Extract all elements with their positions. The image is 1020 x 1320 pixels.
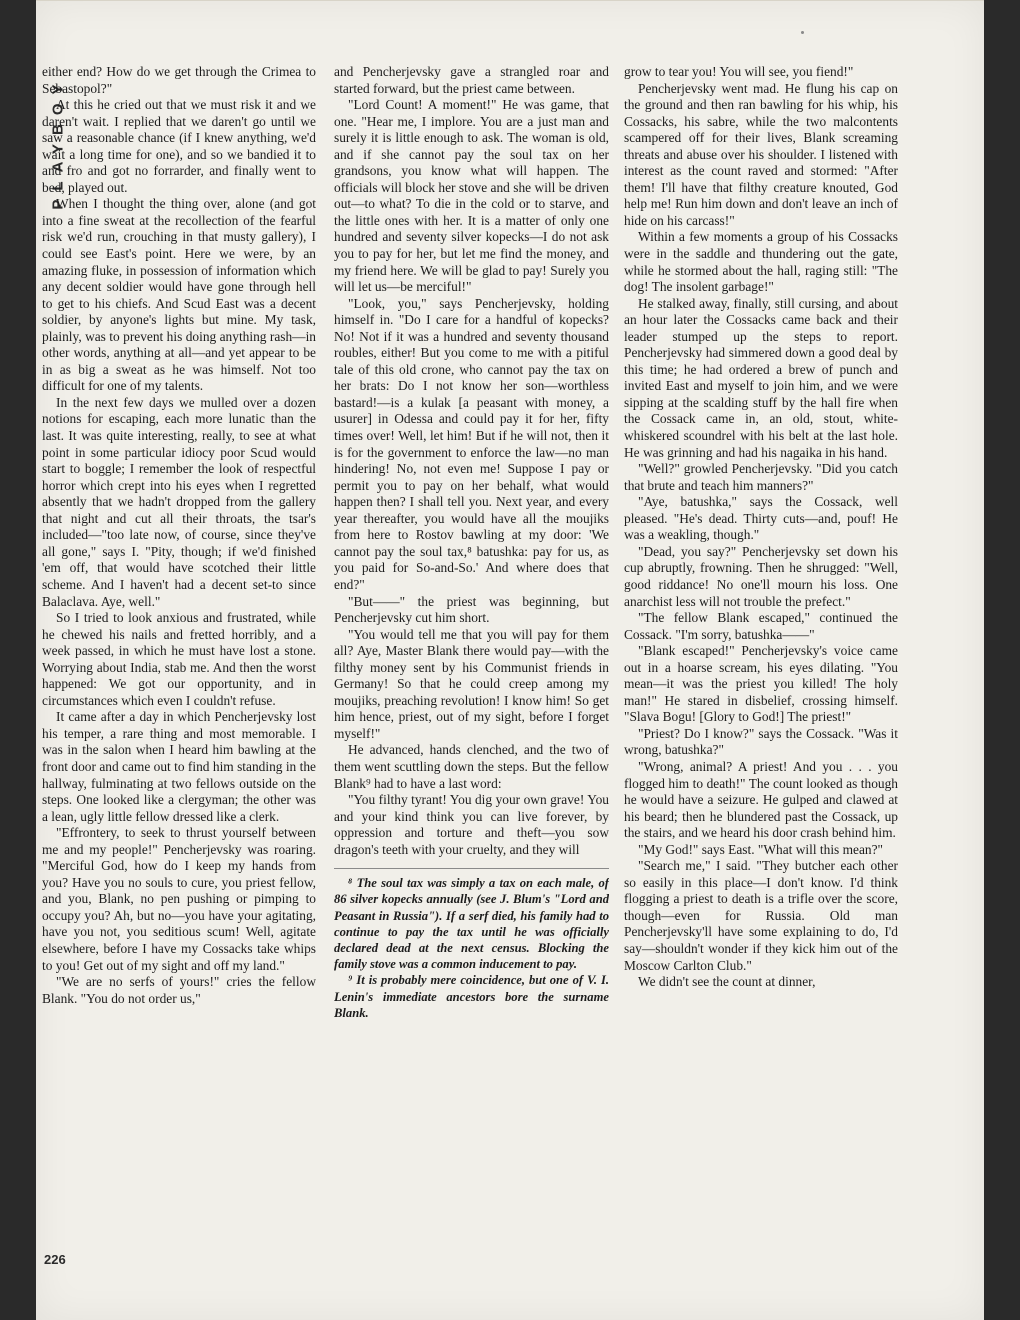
paragraph: "You filthy tyrant! You dig your own grave! You and your kind think you can live forever, by oppression and torture and theft—you sow dragon's teeth with your cruelty, and they will xyxy=(334,792,609,857)
column-1 xyxy=(42,64,316,1304)
paragraph: So I tried to look anxious and frustrated, while he chewed his nails and fretted horribly, and a week passed, in which he must have lost a stone. Worrying about India, stab me. And then the worst happened: We got our opportunity, and in circumstances which even I couldn't refuse. xyxy=(42,610,316,708)
paragraph: "Wrong, animal? A priest! And you . . . you flogged him to death!" The count looked as though he would have a seizure. He gulped and clawed at his beard; then he blundered past the Cossack, up the stairs, and we heard his door crash behind him. xyxy=(624,758,898,841)
paragraph: "My God!" says East. "What will this mean?" xyxy=(638,841,884,857)
paragraph: "But——" the priest was beginning, but Pencherjevsky cut him short. xyxy=(334,593,609,626)
paragraph: "Aye, batushka," says the Cossack, well pleased. "He's dead. Thirty cuts—and, pouf! He was a weakling, though." xyxy=(624,494,898,543)
paragraph: "We are no serfs of yours!" cries the fellow Blank. "You do not order us," xyxy=(42,974,316,1006)
paragraph: either end? How do we get through the Crimea to Sebastopol?" xyxy=(42,64,316,96)
paragraph: "Effrontery, to seek to thrust yourself between me and my people!" Pencherjevsky was roaring. "Merciful God, how do I keep my hands from you? Have you no souls to cure, you priest fellow, and you, Blank, no pen pushing or pimping to occupy you? Ah, but no—you have your agitating, have you not, you seditious scum! Well, agitate elsewhere, before I have my Cossacks take whips to you! Get out of my sight and off my land." xyxy=(42,825,316,973)
paragraph: "Lord Count! A moment!" He was game, that one. "Hear me, I implore. You are a just man and surely it is little enough to ask. The woman is old, and if she cannot pay the soul tax on her grandsons, you know what will happen. The officials will block her stove and she will be driven out—to what? To die in the cold or to starve, and the little ones with her. It is a matter of only one hundred and seventy silver kopecks—I do not ask you to pay for her, but let me find the money, and my friend here. We will be glad to pay! Surely you will let us—be merciful!" xyxy=(334,97,609,295)
magazine-title: PLAYBOY xyxy=(49,74,67,210)
paragraph: Pencherjevsky went mad. He flung his cap on the ground and then ran bawling for his whip, his Cossacks, his sabre, while the two malcontents scampered off for their lives, Blank screaming threats and abuse over his shoulder. I listened with interest as the count raved and stormed: "After them! I'll have that filthy creature knouted, God help me! Run him down and don't leave an inch of hide on his carcass!" xyxy=(624,80,898,228)
paragraph: When I thought the thing over, alone (and got into a fine sweat at the recollection of the fearful risk we'd run, crouching in that musty gallery), I could see East's point. Here we were, by an amazing fluke, in possession of information which any decent soldier would have gone through hell to get to his chiefs. And Scud East was a decent soldier, by anyone's lights but mine. My task, plainly, was to prevent his doing anything rash—in other words, anything at all—and yet appear to be in as big a sweat as he was himself. Not too difficult for one of my talents. xyxy=(42,196,316,394)
paragraph: grow to tear you! You will see, you fiend!" xyxy=(624,64,854,79)
print-speck xyxy=(801,31,804,34)
paragraph: "Dead, you say?" Pencherjevsky set down his cup abruptly, frowning. Then he shrugged: "Well, good riddance! No one'll mourn his loss. One anarchist less will not trouble the prefect." xyxy=(624,543,898,609)
paragraph: "Look, you," says Pencherjevsky, holding himself in. "Do I care for a handful of kopecks? No! Not if it was a hundred and seventy thousand roubles, either! But you come to me with a pitiful tale of this old crone, who cannot pay the tax on her brats: Do I not know her son—worthless bastard!—is a kulak [a peasant with money, a usurer] in Odessa and could pay it for her, fifty times over! Well, let him! But if he will not, then it is for the government to enforce the law—no man hindering! No, not even me! Suppose I pay or permit you to pay on her behalf, what would happen then? I shall tell you. Next year, and every year thereafter, you would have all the moujiks from here to Rostov bawling at my door: 'We cannot pay the soul tax,⁸ batushka: pay for us, as you paid for So-and-So.' And where does that end?" xyxy=(334,295,609,592)
paragraph: We didn't see the count at dinner, xyxy=(638,974,816,990)
page-number: 226 xyxy=(44,1252,66,1267)
paragraph: In the next few days we mulled over a dozen notions for escaping, each more lunatic than the last. It was quite interesting, really, to see at what point in some particular idiocy poor Scud would start to boggle; I remember the look of respectful horror which crept into his eyes when I regretted absently that we hadn't dropped from the gallery that night and cut all their throats, the tsar's included—"too late now, of course, since they've all gone," says I. "Pity, though; if we'd finished 'em off, that would have scotched their little scheme. And I haven't had a decent set-to since Balaclava. Aye, well." xyxy=(42,394,316,609)
paragraph: "Blank escaped!" Pencherjevsky's voice came out in a hoarse scream, his eyes dilating. "You mean—it was the priest you killed! The holy man!" He stared in disbelief, crossing himself. "Slava Bogu! [Glory to God!] The priest!" xyxy=(624,643,898,725)
paragraph: At this he cried out that we must risk it and we daren't wait. I replied that we daren't go until we saw a reasonable chance (if I knew anything, we'd wait a long time for one), and so we bandied it to and fro and got no forrarder, and finally went to bed, played out. xyxy=(42,97,316,195)
paragraph: He advanced, hands clenched, and the two of them went scuttling down the steps. But the fellow Blank⁹ had to have a last word: xyxy=(334,742,609,791)
paragraph: "Priest? Do I know?" says the Cossack. "Was it wrong, batushka?" xyxy=(624,725,898,758)
footnote: ⁸ The soul tax was simply a tax on each male, of 86 silver kopecks annually (see J. Blum's "Lord and Peasant in Russia"). If a serf died, his family had to continue to pay the tax until he was officially declared dead at the next census. Blocking the family stove was a common inducement to pay. xyxy=(334,876,609,972)
footnote: ⁹ It is probably mere coincidence, but one of V. I. Lenin's immediate ancestors bore the surname Blank. xyxy=(334,973,609,1020)
paragraph: and Pencherjevsky gave a strangled roar and started forward, but the priest came between. xyxy=(334,64,609,96)
column-3 xyxy=(624,64,898,1304)
paragraph: "You would tell me that you will pay for them all? Aye, Master Blank there would pay—with the filthy money sent by his Communist friends in Germany! So that he could creep among my moujiks, preaching revolution! I know him! So get him hence, priest, out of my sight, before I forget myself!" xyxy=(334,626,609,741)
page-edge xyxy=(36,0,984,1)
paragraph: "Search me," I said. "They butcher each other so easily in this place—I don't know. I'd think flogging a priest to death is a trifle over the score, though—even for Russia. Old man Pencherjevsky'll have some explaining to do, I'd say—shouldn't wonder if they kick him out of the Moscow Carlton Club." xyxy=(624,858,898,973)
footnotes xyxy=(334,868,609,1021)
paragraph: "Well?" growled Pencherjevsky. "Did you catch that brute and teach him manners?" xyxy=(624,461,898,493)
paragraph: "The fellow Blank escaped," continued the Cossack. "I'm sorry, batushka——" xyxy=(624,610,898,642)
paragraph: It came after a day in which Pencherjevsky lost his temper, a rare thing and most memorable. I was in the salon when I heard him bawling at the front door and came out to find him standing in the hallway, fulminating at two fellows outside on the steps. One looked like a clergyman; the other was a lean, ugly little fellow dressed like a clerk. xyxy=(42,709,316,824)
paragraph: Within a few moments a group of his Cossacks were in the saddle and thundering out the gate, while he stormed about the hall, raging still: "The dog! The insolent garbage!" xyxy=(624,229,898,295)
paragraph: He stalked away, finally, still cursing, and about an hour later the Cossacks came back and their leader stumped up the steps to report. Pencherjevsky had simmered down a good deal by this time; he had ordered a brew of punch and invited East and myself to join him, and we were sipping at the scalding stuff by the hall fire when the Cossack came in, an old, stout, white-whiskered scoundrel with his belt at the last hole. He was grinning and had his nagaika in his hand. xyxy=(624,295,898,460)
column-2 xyxy=(334,64,609,1304)
